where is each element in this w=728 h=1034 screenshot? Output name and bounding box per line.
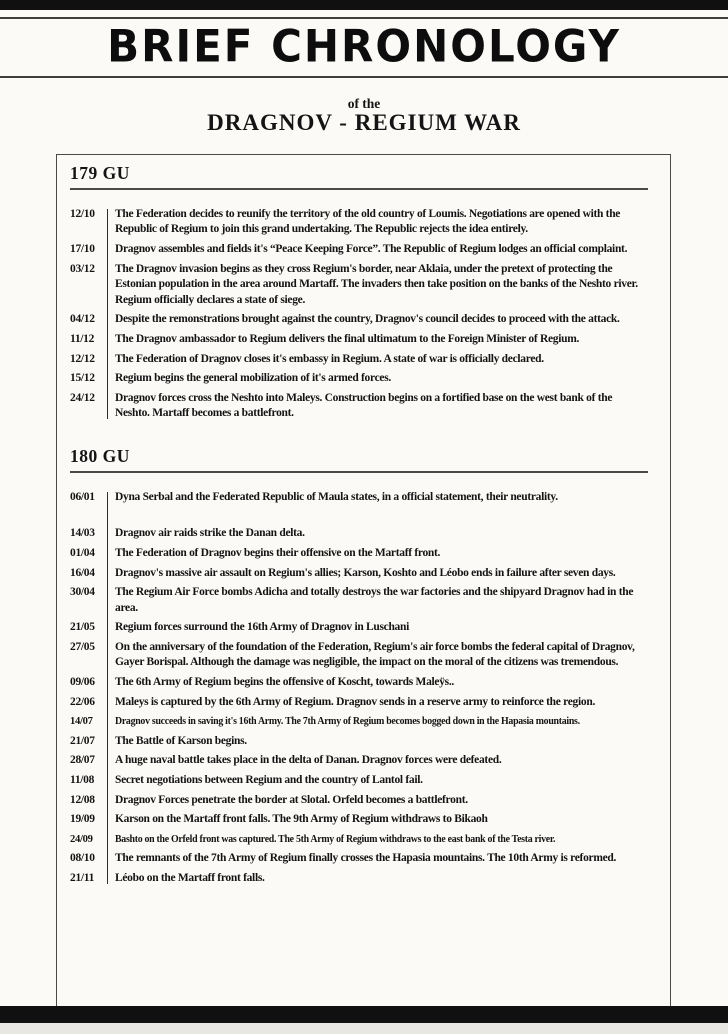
entry-date: 30/04 xyxy=(70,586,95,599)
chronology-entry xyxy=(70,207,648,238)
chronology-entry xyxy=(70,242,648,258)
entry-date: 27/05 xyxy=(70,640,95,653)
entry-text-content: The Regium Air Force bombs Adicha and totally destroys the war factories and the shipyard Dragnov had in the area. xyxy=(115,586,634,614)
entry-date: 22/06 xyxy=(70,695,95,708)
chronology-entry xyxy=(70,490,648,506)
entry-text xyxy=(107,262,648,309)
entry-text xyxy=(107,585,648,616)
entry-date: 12/12 xyxy=(70,352,95,365)
entry-date: 28/07 xyxy=(70,754,95,767)
chronology-entry xyxy=(70,675,648,691)
entry-date: 14/03 xyxy=(70,527,95,540)
entries-list xyxy=(70,490,648,887)
chronology-entry xyxy=(70,695,648,711)
chronology-box xyxy=(56,154,671,1006)
entry-text-content: Dragnov forces cross the Neshto into Maleys. Construction begins on a fortified base on the west bank of the Neshto. Martaff becomes a battlefront. xyxy=(115,391,613,420)
chronology-entry xyxy=(70,566,648,582)
entry-text-content: Bashto on the Orfeld front was captured. The 5th Army of Regium withdraws to the east bank of the Testa river. xyxy=(115,833,556,845)
chronology-entry xyxy=(70,871,648,887)
entry-date: 17/10 xyxy=(70,242,95,255)
entry-text-content: Léobo on the Martaff front falls. xyxy=(115,872,265,884)
entry-date: 12/08 xyxy=(70,793,95,806)
entry-date: 06/01 xyxy=(70,490,95,503)
chronology-entry xyxy=(70,812,648,828)
entry-text-content: The Battle of Karson begins. xyxy=(115,734,247,747)
entry-text xyxy=(107,371,648,387)
entry-date: 12/10 xyxy=(70,207,95,220)
entry-text xyxy=(107,526,648,542)
entry-text xyxy=(107,812,648,828)
chronology-entry xyxy=(70,526,648,542)
entry-text xyxy=(107,851,648,867)
chronology-entry xyxy=(70,714,648,730)
entry-date: 08/10 xyxy=(70,852,95,865)
entry-text-content: The Federation of Dragnov begins their offensive on the Martaff front. xyxy=(115,546,441,559)
entry-text xyxy=(107,773,648,789)
year-heading-rule xyxy=(70,188,648,190)
entry-text-content: On the anniversary of the foundation of the Federation, Regium's air force bombs the federal capital of Dragnov, Gayer Borispal. Although the damage was negligible, the impact on the moral of the citizens was tremendous. xyxy=(115,640,635,669)
header-rule-top xyxy=(0,17,728,19)
entry-date: 19/09 xyxy=(70,813,95,826)
entry-text xyxy=(107,832,648,848)
subtitle-prefix: of the xyxy=(347,96,381,111)
chronology-entry xyxy=(70,620,648,636)
chronology-entry xyxy=(70,262,648,309)
header-rule-bottom xyxy=(0,76,728,78)
entry-date: 21/11 xyxy=(70,872,95,884)
entry-text xyxy=(107,352,648,368)
entry-text xyxy=(107,620,648,636)
entry-date: 21/05 xyxy=(70,621,95,634)
entry-text-content: Karson on the Martaff front falls. The 9th Army of Regium withdraws to Bikaoh xyxy=(115,813,488,826)
chronology-entry xyxy=(70,312,648,328)
entry-text xyxy=(107,714,648,730)
document-subtitle: DRAGNOV - REGIUM WAR xyxy=(207,110,521,135)
entry-date: 01/04 xyxy=(70,546,95,559)
entry-text-content: A huge naval battle takes place in the delta of Danan. Dragnov forces were defeated. xyxy=(115,754,502,767)
entry-text-content: Dragnov Forces penetrate the border at Slotal. Orfeld becomes a battlefront. xyxy=(115,793,468,806)
entry-date: 15/12 xyxy=(70,372,95,385)
entry-text-content: The Dragnov invasion begins as they cross Regium's border, near Aklaia, under the pretext of protecting the Estonian population in the area around Martaff. The invaders then take position on the banks of the Neshto river. Regium officially declares a state of siege. xyxy=(115,262,638,306)
entry-text xyxy=(107,207,648,238)
entry-date: 04/12 xyxy=(70,313,95,326)
entry-date: 21/07 xyxy=(70,734,95,747)
entry-text-content: Dragnov air raids strike the Danan delta. xyxy=(115,527,305,540)
entry-text-content: Regium begins the general mobilization of it's armed forces. xyxy=(115,372,391,385)
chronology-entry xyxy=(70,734,648,750)
entry-date: 16/04 xyxy=(70,566,95,579)
entry-text xyxy=(107,753,648,769)
page-title: BRIEF CHRONOLOGY xyxy=(107,20,621,72)
entry-text xyxy=(107,332,648,348)
entries-list xyxy=(70,207,648,422)
entry-text xyxy=(107,566,648,582)
chronology-entry xyxy=(70,793,648,809)
entry-date: 11/12 xyxy=(70,332,95,345)
sections-container xyxy=(70,163,648,887)
chronology-entry xyxy=(70,585,648,616)
entry-text-content: The remnants of the 7th Army of Regium finally crosses the Hapasia mountains. The 10th Army is reformed. xyxy=(115,852,617,865)
entry-text-content: Dragnov's massive air assault on Regium's allies; Karson, Koshto and Léobo ends in failure after seven days. xyxy=(115,566,616,579)
entry-text-content: The Federation decides to reunify the territory of the old country of Loumis. Negotiations are opened with the Republic of Regium to join this grand undertaking. The Republic rejects the idea entirely. xyxy=(115,207,621,236)
chronology-entry xyxy=(70,391,648,422)
page-bottom-margin xyxy=(0,1023,728,1034)
entry-text xyxy=(107,546,648,562)
entry-text-content: The Dragnov ambassador to Regium delivers the final ultimatum to the Foreign Minister of Regium. xyxy=(115,332,580,345)
bottom-black-bar xyxy=(0,1006,728,1023)
entry-text-content: The Federation of Dragnov closes it's embassy in Regium. A state of war is officially declared. xyxy=(115,352,544,365)
entry-text-content: Maleys is captured by the 6th Army of Regium. Dragnov sends in a reserve army to reinforce the region. xyxy=(115,695,596,708)
year-heading-rule xyxy=(70,471,648,473)
year-heading: 179 GU xyxy=(70,163,130,183)
chronology-entry xyxy=(70,851,648,867)
entry-text xyxy=(107,793,648,809)
chronology-entry xyxy=(70,371,648,387)
entry-text xyxy=(107,675,648,691)
entry-text-content: The 6th Army of Regium begins the offensive of Koscht, towards Maleÿs.. xyxy=(115,676,455,689)
chronology-entry xyxy=(70,640,648,671)
entry-text xyxy=(107,490,648,506)
year-section-179-gu xyxy=(70,163,648,422)
year-section-180-gu xyxy=(70,446,648,887)
chronology-entry xyxy=(70,546,648,562)
entry-text xyxy=(107,242,648,258)
entry-text xyxy=(107,312,648,328)
entry-date: 11/08 xyxy=(70,774,95,787)
entry-text xyxy=(107,695,648,711)
chronology-entry xyxy=(70,332,648,348)
chronology-entry xyxy=(70,352,648,368)
entry-text-content: Dyna Serbal and the Federated Republic of Maula states, in a official statement, their neutrality. xyxy=(115,490,558,503)
year-heading: 180 GU xyxy=(70,445,130,466)
entry-date: 03/12 xyxy=(70,262,95,275)
entry-text-content: Dragnov assembles and fields it's “Peace Keeping Force”. The Republic of Regium lodges an official complaint. xyxy=(115,242,628,255)
entry-date: 24/09 xyxy=(70,833,93,845)
chronology-entry xyxy=(70,832,648,848)
entry-text xyxy=(107,391,648,422)
entry-date: 14/07 xyxy=(70,716,93,728)
chronology-entry xyxy=(70,753,648,769)
entry-text-content: Dragnov succeeds in saving it's 16th Army. The 7th Army of Regium becomes bogged down in the Hapasia mountains. xyxy=(115,716,580,728)
chronology-entry xyxy=(70,773,648,789)
top-black-bar xyxy=(0,0,728,10)
entry-text-content: Secret negotiations between Regium and the country of Lantol fail. xyxy=(115,774,423,787)
entry-date: 24/12 xyxy=(70,391,95,404)
entry-text-content: Despite the remonstrations brought against the country, Dragnov's council decides to proceed with the attack. xyxy=(115,313,620,326)
entry-text-content: Regium forces surround the 16th Army of Dragnov in Luschani xyxy=(115,621,409,634)
entry-text xyxy=(107,734,648,750)
entry-date: 09/06 xyxy=(70,676,95,689)
entry-text xyxy=(107,871,648,887)
entry-text xyxy=(107,640,648,671)
